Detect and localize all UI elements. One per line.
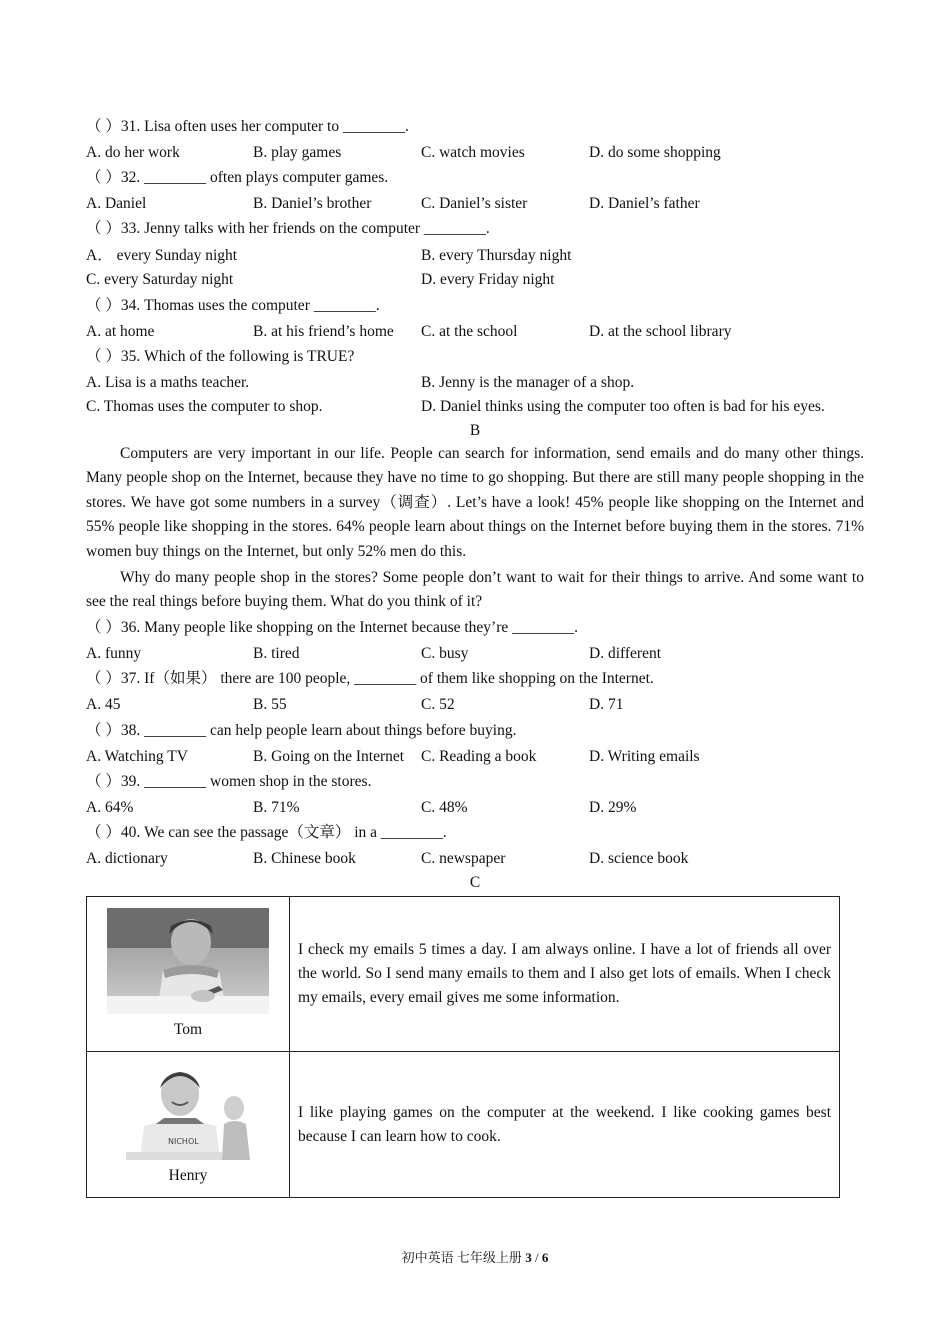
- q33-option-a: A． every Sunday night: [86, 247, 238, 264]
- q39-option-c: C. 48%: [421, 799, 468, 816]
- q40-option-c: C. newspaper: [421, 850, 506, 867]
- q33-option-d: D. every Friday night: [421, 271, 555, 288]
- footer-subject: 初中英语 七年级上册: [401, 1250, 526, 1265]
- question-31-stem: （ ）31. Lisa often uses her computer to ________.: [86, 118, 409, 135]
- q37-option-b: B. 55: [253, 696, 287, 713]
- q39-option-d: D. 29%: [589, 799, 637, 816]
- table-row: [87, 1052, 840, 1198]
- q32-option-a: A. Daniel: [86, 195, 147, 212]
- profile-text: I check my emails 5 times a day. I am always online. I have a lot of friends all over the world. So I send many emails to them and I also get lots of emails. When I check my emails, every email gives me some information.: [290, 897, 840, 1052]
- q35-option-d: D. Daniel thinks using the computer too often is bad for his eyes.: [421, 398, 825, 415]
- passage-paragraph-1: Computers are very important in our life. People can search for information, send emails and do many other things. Many people shop on the Internet, because they have no time to go shopping. But there are still many people shopping in the stores. We have got some numbers in a survey（调查）. Let’s have a look! 45% people like shopping on the Internet and 55% people like shopping in the stores. 64% people learn about things on the Internet before buying them in the stores. 71% women buy things on the Internet, but only 52% men do this.: [86, 445, 864, 560]
- q34-option-c: C. at the school: [421, 323, 518, 340]
- profile-photo-cell: [87, 897, 290, 1052]
- q33-option-b: B. every Thursday night: [421, 247, 572, 264]
- boy-writing-photo: [107, 908, 269, 1014]
- q37-option-c: C. 52: [421, 696, 455, 713]
- footer-separator: /: [531, 1250, 542, 1265]
- q40-option-d: D. science book: [589, 850, 689, 867]
- section-b-heading: B: [469, 422, 481, 439]
- q31-option-b: B. play games: [253, 144, 342, 161]
- profiles-table: [86, 896, 840, 1198]
- q38-option-b: B. Going on the Internet: [253, 748, 405, 765]
- question-34-stem: （ ）34. Thomas uses the computer ________.: [86, 297, 380, 314]
- footer-page-number: 3: [525, 1250, 532, 1265]
- q31-option-a: A. do her work: [86, 144, 180, 161]
- q34-option-d: D. at the school library: [589, 323, 732, 340]
- question-39-stem: （ ）39. ________ women shop in the stores.: [86, 773, 372, 790]
- q36-option-a: A. funny: [86, 645, 142, 662]
- q37-option-d: D. 71: [589, 696, 624, 713]
- q38-option-d: D. Writing emails: [589, 748, 700, 765]
- question-38-stem: （ ）38. ________ can help people learn about things before buying.: [86, 722, 517, 739]
- q35-option-a: A. Lisa is a maths teacher.: [86, 374, 250, 391]
- q36-option-c: C. busy: [421, 645, 469, 662]
- page-footer: [0, 1247, 950, 1266]
- q36-option-b: B. tired: [253, 645, 300, 662]
- question-35-stem: （ ）35. Which of the following is TRUE?: [86, 348, 355, 365]
- q32-option-d: D. Daniel’s father: [589, 195, 700, 212]
- q32-option-b: B. Daniel’s brother: [253, 195, 372, 212]
- profile-name: Henry: [168, 1166, 208, 1184]
- passage-paragraph-2: Why do many people shop in the stores? Some people don’t want to wait for their things to arrive. And some want to see the real things before buying them. What do you think of it?: [86, 569, 864, 611]
- q35-option-c: C. Thomas uses the computer to shop.: [86, 398, 323, 415]
- q39-option-a: A. 64%: [86, 799, 134, 816]
- q39-option-b: B. 71%: [253, 799, 300, 816]
- question-33-stem: （ ）33. Jenny talks with her friends on the computer ________.: [86, 220, 490, 237]
- svg-text:NICHOL: NICHOL: [168, 1136, 199, 1146]
- boy-smiling-photo: [126, 1064, 250, 1160]
- q37-option-a: A. 45: [86, 696, 121, 713]
- footer-page-total: 6: [541, 1250, 549, 1265]
- section-c-heading: C: [469, 874, 481, 891]
- q34-option-a: A. at home: [86, 323, 155, 340]
- q36-option-d: D. different: [589, 645, 662, 662]
- q35-option-b: B. Jenny is the manager of a shop.: [421, 374, 635, 391]
- question-37-stem: （ ）37. If（如果） there are 100 people, ________ of them like shopping on the Internet.: [86, 670, 654, 687]
- profile-text: I like playing games on the computer at the weekend. I like cooking games best because I can learn how to cook.: [290, 1052, 840, 1198]
- q34-option-b: B. at his friend’s home: [253, 323, 394, 340]
- q40-option-a: A. dictionary: [86, 850, 168, 867]
- table-row: [87, 897, 840, 1052]
- q33-option-c: C. every Saturday night: [86, 271, 234, 288]
- q38-option-c: C. Reading a book: [421, 748, 537, 765]
- q32-option-c: C. Daniel’s sister: [421, 195, 528, 212]
- q31-option-c: C. watch movies: [421, 144, 525, 161]
- q31-option-d: D. do some shopping: [589, 144, 721, 161]
- question-36-stem: （ ）36. Many people like shopping on the Internet because they’re ________.: [86, 619, 579, 636]
- question-40-stem: （ ）40. We can see the passage（文章） in a ________.: [86, 824, 447, 841]
- profile-name: Tom: [173, 1021, 203, 1038]
- profile-photo-cell: [87, 1052, 290, 1198]
- q40-option-b: B. Chinese book: [253, 850, 356, 867]
- q38-option-a: A. Watching TV: [86, 748, 188, 765]
- question-32-stem: （ ）32. ________ often plays computer games.: [86, 169, 389, 186]
